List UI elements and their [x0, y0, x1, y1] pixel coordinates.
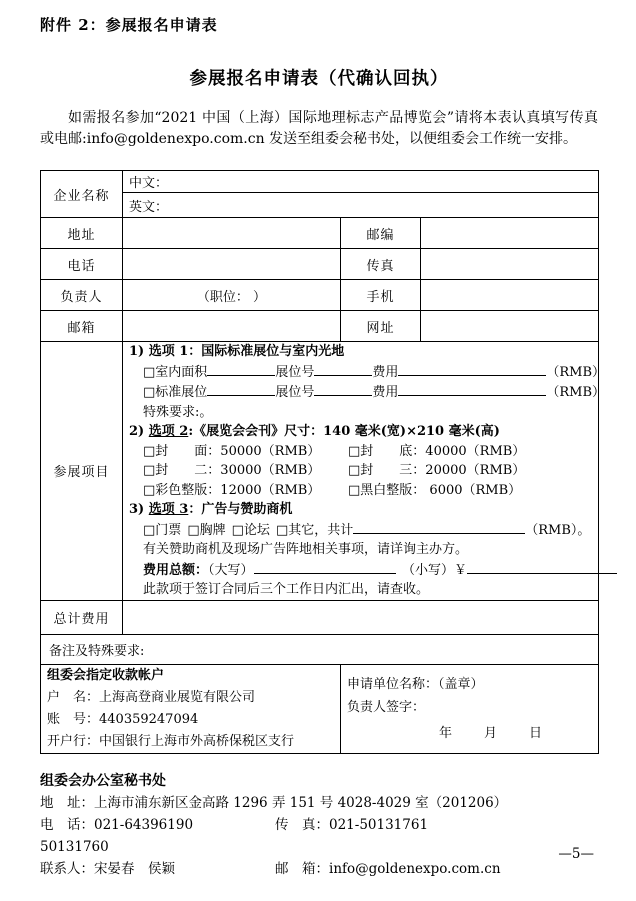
- standard-booth-line: [143, 382, 605, 403]
- company-name-en-row: [41, 193, 599, 218]
- option2-underlined: 选项 2: [148, 424, 189, 439]
- checkbox-icon: □: [143, 522, 156, 538]
- application-form-table: [40, 170, 605, 754]
- sponsor-option-label: 门票: [155, 522, 182, 538]
- option2-prefix: 2): [129, 424, 149, 439]
- position-cell: （职位： ）: [123, 280, 341, 311]
- company-name-cn-cell: 中文：: [123, 171, 599, 193]
- mobile-label: 手机: [341, 280, 421, 311]
- address-row: [41, 218, 599, 249]
- price-item: [143, 481, 348, 501]
- bank-account-heading: 组委会指定收款帐户: [47, 667, 165, 683]
- applicant-name-line: 申请单位名称：（盖章）: [347, 676, 484, 692]
- website-label: 网址: [341, 311, 421, 342]
- secretariat-phone: 电 话：021-64396190 50131760: [40, 816, 207, 855]
- blank-field: [207, 382, 275, 396]
- standard-booth-label: 标准展位: [155, 385, 208, 400]
- total-cost-label: 总计费用: [41, 600, 123, 634]
- price-text: 封 三：20000（RMB）: [360, 463, 526, 478]
- phone-value-cell: [123, 249, 341, 280]
- signature-line: 负责人签字：: [347, 699, 426, 715]
- option3-heading: [129, 500, 592, 520]
- checkbox-icon: □: [231, 522, 244, 538]
- blank-field: [398, 382, 546, 396]
- postcode-label: 邮编: [341, 218, 421, 249]
- checkbox-icon: □: [143, 443, 156, 459]
- booth-no-label: 展位号: [275, 364, 315, 380]
- price-text: 封 二：30000（RMB）: [155, 463, 321, 478]
- option1-heading: 1) 选项 1：国际标准展位与室内光地: [129, 344, 345, 359]
- contact-email-row: [40, 858, 598, 880]
- sponsor-option: [232, 523, 270, 538]
- account-number-line: 账 号：440359247094: [47, 711, 199, 727]
- price-row-1: [143, 442, 592, 462]
- checkbox-icon: □: [143, 364, 156, 380]
- sponsor-option: [276, 523, 353, 538]
- fee-label: 费用: [372, 385, 399, 400]
- sponsor-note-line: 有关赞助商机及现场广告阵地相关事项，请详询主办方。: [143, 542, 469, 557]
- checkbox-icon: □: [143, 482, 156, 498]
- website-value-cell: [421, 311, 599, 342]
- checkbox-icon: □: [143, 463, 156, 478]
- page-title: 参展报名申请表（代确认回执）: [189, 69, 449, 89]
- applicant-cell: [341, 664, 599, 753]
- footer-secretariat: [40, 770, 598, 880]
- price-text: 黑白整版： 6000（RMB）: [360, 482, 522, 498]
- total-amount-line: [143, 560, 592, 581]
- price-row-2: [143, 461, 592, 481]
- remarks-row: [41, 634, 599, 664]
- price-item: [348, 481, 521, 501]
- postcode-value-cell: [421, 218, 599, 249]
- mobile-value-cell: [421, 280, 599, 311]
- blank-field: [207, 362, 275, 376]
- bank-account-cell: [41, 664, 341, 753]
- amount-figures-label: （小写）￥: [408, 562, 468, 578]
- principal-label: 负责人: [41, 280, 123, 311]
- remittance-note-line: 此款项于签订合同后三个工作日内汇出，请查收。: [143, 582, 430, 597]
- sponsor-options-line: [143, 520, 592, 541]
- blank-field: [398, 362, 546, 376]
- sponsor-option-label: 论坛: [243, 522, 270, 538]
- sponsor-option: [143, 523, 181, 538]
- price-text: 彩色整版：12000（RMB）: [155, 482, 321, 498]
- total-cost-value-cell: [123, 600, 599, 634]
- secretariat-email: 邮 箱：info@goldenexpo.com.cn: [275, 860, 501, 877]
- company-name-label: 企业名称: [41, 171, 123, 218]
- indoor-space-label: 室内面积: [155, 364, 208, 380]
- principal-row: [41, 280, 599, 311]
- checkbox-icon: □: [348, 482, 361, 498]
- rmb-label: （RMB）: [546, 364, 605, 380]
- attachment-title: 附件 2：参展报名申请表: [40, 16, 218, 34]
- account-name-line: 户 名：上海高登商业展览有限公司: [47, 689, 256, 705]
- price-item: [143, 461, 348, 481]
- secretariat-address: 地 址：上海市浦东新区金高路 1296 弄 151 号 4028-4029 室（201206）: [40, 794, 508, 811]
- option3-prefix: 3): [129, 502, 149, 517]
- fee-label: 费用: [372, 364, 399, 380]
- checkbox-icon: □: [143, 385, 156, 400]
- option3-rest: ：广告与赞助商机: [188, 502, 293, 517]
- price-text: 封 底：40000（RMB）: [360, 443, 526, 459]
- address-value-cell: [123, 218, 341, 249]
- secretariat-heading: 组委会办公室秘书处: [40, 772, 166, 789]
- special-requirements-line: 特殊要求:。: [143, 404, 213, 420]
- price-item: [348, 442, 525, 462]
- total-amount-label: 费用总额：: [143, 562, 209, 578]
- price-text: 封 面：50000（RMB）: [155, 443, 321, 459]
- exhibit-items-cell: [123, 342, 605, 601]
- checkbox-icon: □: [348, 443, 361, 459]
- blank-field: [467, 560, 617, 574]
- checkbox-icon: □: [187, 522, 200, 538]
- price-item: [143, 442, 348, 462]
- date-line: 年 月 日: [439, 725, 545, 741]
- total-cost-row: [41, 600, 599, 634]
- amount-words-label: （大写）: [208, 562, 254, 578]
- exhibit-items-row: [41, 342, 599, 601]
- email-label: 邮箱: [41, 311, 123, 342]
- fax-value-cell: [421, 249, 599, 280]
- sponsor-option-label: 其它，共计: [288, 522, 354, 538]
- exhibit-items-label: 参展项目: [41, 342, 123, 601]
- company-name-row: [41, 171, 599, 193]
- phone-label: 电话: [41, 249, 123, 280]
- sponsor-option: [187, 523, 225, 538]
- secretariat-fax: 传 真：021-50131761: [275, 816, 429, 833]
- booth-no-label: 展位号: [275, 385, 315, 400]
- option2-rest: :《展览会会刊》尺寸：140 毫米(宽)×210 毫米(高): [188, 424, 500, 439]
- indoor-space-line: [143, 362, 605, 383]
- checkbox-icon: □: [348, 463, 361, 478]
- fax-label: 传真: [341, 249, 421, 280]
- remarks-label: 备注及特殊要求:: [41, 634, 599, 664]
- phone-fax-row: [40, 814, 598, 858]
- sponsor-option-label: 胸牌: [199, 522, 226, 538]
- intro-paragraph: 如需报名参加“2021 中国（上海）国际地理标志产品博览会”请将本表认真填写传真或电邮:info@goldenexpo.com.cn 发送至组委会秘书处，以便组委会工作统一安排。: [40, 110, 598, 147]
- blank-field: [314, 362, 372, 376]
- blank-field: [314, 382, 372, 396]
- price-row-3: [143, 481, 592, 501]
- email-value-cell: [123, 311, 341, 342]
- rmb-label: （RMB）。: [525, 522, 591, 538]
- checkbox-icon: □: [275, 522, 289, 538]
- secretariat-contact: 联系人：宋晏春 侯颖: [40, 860, 175, 877]
- bank-row: [41, 664, 599, 753]
- blank-field: [254, 560, 396, 574]
- price-item: [348, 461, 525, 481]
- rmb-label: （RMB）: [546, 385, 605, 400]
- option2-heading: [129, 422, 592, 442]
- company-name-en-cell: 英文：: [123, 193, 599, 218]
- address-label: 地址: [41, 218, 123, 249]
- page-number: —5—: [558, 846, 594, 862]
- blank-field: [353, 520, 525, 534]
- bank-branch-line: 开户行：中国银行上海市外高桥保税区支行: [47, 733, 295, 749]
- option3-underlined: 选项 3: [148, 502, 189, 517]
- email-row: [41, 311, 599, 342]
- phone-row: [41, 249, 599, 280]
